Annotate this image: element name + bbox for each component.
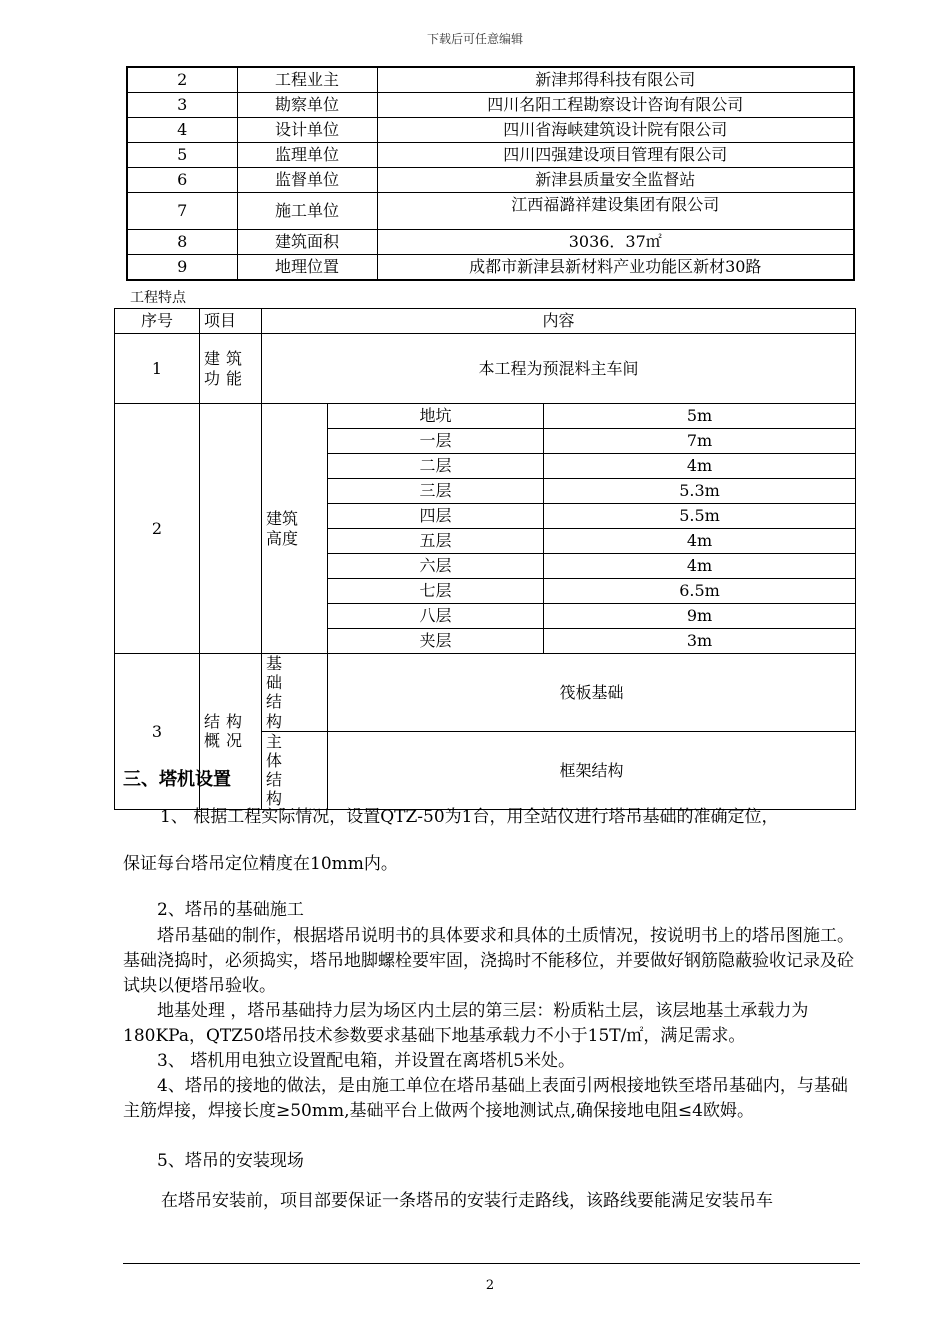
row-value: 新津邦得科技有限公司 — [377, 67, 854, 93]
footer-divider — [123, 1263, 860, 1264]
row-subitem-text: 基础结构 — [266, 654, 295, 731]
section-title: 三、塔机设置 — [123, 769, 231, 790]
row-number: 2 — [127, 67, 237, 93]
row-value: 四川省海峡建筑设计院有限公司 — [377, 118, 854, 143]
row-content: 本工程为预混料主车间 — [262, 334, 856, 404]
table-row — [127, 193, 854, 230]
floor-height: 3m — [544, 629, 856, 654]
row-number: 3 — [127, 93, 237, 118]
row-number: 2 — [115, 404, 200, 654]
table-row — [115, 404, 856, 429]
floor-height: 6.5m — [544, 579, 856, 604]
floor-height: 5m — [544, 404, 856, 429]
table-row — [127, 168, 854, 193]
row-label: 地理位置 — [237, 255, 377, 281]
floor-height: 4m — [544, 529, 856, 554]
row-label: 勘察单位 — [237, 93, 377, 118]
row-label: 建筑面积 — [237, 230, 377, 255]
row-number: 9 — [127, 255, 237, 281]
paragraph-6: 4、塔吊的接地的做法，是由施工单位在塔吊基础上表面引两根接地铁至塔吊基础内，与基础主筋焊接，焊接长度≥50mm,基础平台上做两个接地测试点,确保接地电阻≤4欧姆。 — [123, 1076, 848, 1121]
project-features-table — [114, 308, 856, 810]
paragraph-2: 2、塔吊的基础施工 — [157, 900, 304, 920]
features-label: 工程特点 — [130, 290, 186, 306]
table-row — [127, 230, 854, 255]
row-value: 成都市新津县新材料产业功能区新材30路 — [377, 255, 854, 281]
row-content: 框架结构 — [328, 731, 856, 809]
header-content: 内容 — [262, 309, 856, 334]
floor-name: 地坑 — [328, 404, 544, 429]
floor-name: 夹层 — [328, 629, 544, 654]
floor-name: 五层 — [328, 529, 544, 554]
floor-name: 二层 — [328, 454, 544, 479]
row-value: 新津县质量安全监督站 — [377, 168, 854, 193]
floor-height: 9m — [544, 604, 856, 629]
table-row — [115, 334, 856, 404]
table-row — [127, 93, 854, 118]
row-subitem — [262, 404, 328, 654]
row-value: 四川四强建设项目管理有限公司 — [377, 143, 854, 168]
paragraph-7: 5、塔吊的安装现场 — [157, 1151, 304, 1171]
row-value: 四川名阳工程勘察设计咨询有限公司 — [377, 93, 854, 118]
floor-height: 7m — [544, 429, 856, 454]
floor-name: 八层 — [328, 604, 544, 629]
row-item-text: 结构概况 — [204, 712, 249, 751]
row-subitem — [262, 654, 328, 732]
row-number: 5 — [127, 143, 237, 168]
paragraph-3: 塔吊基础的制作，根据塔吊说明书的具体要求和具体的土质情况，按说明书上的塔吊图施工。基础浇捣时，必须捣实，塔吊地脚螺栓要牢固，浇捣时不能移位，并要做好钢筋隐蔽验收记录及砼试块以便塔吊验收。 — [123, 926, 854, 996]
row-label: 设计单位 — [237, 118, 377, 143]
header-note: 下载后可任意编辑 — [426, 32, 523, 46]
row-label: 监理单位 — [237, 143, 377, 168]
header-no: 序号 — [115, 309, 200, 334]
row-number: 6 — [127, 168, 237, 193]
row-item-text: 建筑功能 — [204, 349, 249, 388]
floor-height: 5.3m — [544, 479, 856, 504]
row-content: 筏板基础 — [328, 654, 856, 732]
floor-name: 七层 — [328, 579, 544, 604]
row-label: 监督单位 — [237, 168, 377, 193]
floor-height: 4m — [544, 454, 856, 479]
table-row — [127, 143, 854, 168]
header-item: 项目 — [200, 309, 262, 334]
floor-height: 4m — [544, 554, 856, 579]
row-value: 3036．37㎡ — [377, 230, 854, 255]
paragraph-1b: 保证每台塔吊定位精度在10mm内。 — [123, 854, 398, 874]
table-row — [115, 654, 856, 732]
row-number: 1 — [115, 334, 200, 404]
row-number: 4 — [127, 118, 237, 143]
row-number: 7 — [127, 193, 237, 230]
row-number: 8 — [127, 230, 237, 255]
row-item — [200, 334, 262, 404]
row-subitem — [262, 731, 328, 809]
row-subitem-text: 主体结构 — [266, 731, 295, 809]
row-label: 工程业主 — [237, 67, 377, 93]
floor-name: 四层 — [328, 504, 544, 529]
table-row — [127, 255, 854, 281]
table-header-row — [115, 309, 856, 334]
table-row — [127, 67, 854, 93]
floor-height: 5.5m — [544, 504, 856, 529]
paragraph-4: 地基处理 ，塔吊基础持力层为场区内土层的第三层：粉质粘土层，该层地基土承载力为180KPa，QTZ50塔吊技术参数要求基础下地基承载力不小于15T/㎡，满足需求。 — [123, 1001, 809, 1046]
row-subitem-text: 建筑高度 — [266, 509, 299, 548]
floor-name: 一层 — [328, 429, 544, 454]
row-label: 施工单位 — [237, 193, 377, 230]
table-row — [127, 118, 854, 143]
row-item-empty — [200, 404, 262, 654]
paragraph-5: 3、 塔机用电独立设置配电箱，并设置在离塔机5米处。 — [157, 1051, 576, 1071]
project-info-table — [126, 66, 855, 281]
paragraph-8: 在塔吊安装前，项目部要保证一条塔吊的安装行走路线，该路线要能满足安装吊车 — [161, 1191, 773, 1211]
floor-name: 六层 — [328, 554, 544, 579]
floor-name: 三层 — [328, 479, 544, 504]
row-value: 江西福潞祥建设集团有限公司 — [377, 193, 854, 230]
page-number: 2 — [485, 1278, 495, 1293]
paragraph-1a: 1、 根据工程实际情况，设置QTZ-50为1台，用全站仪进行塔吊基础的准确定位， — [160, 807, 779, 827]
row-number: 3 — [115, 654, 200, 810]
